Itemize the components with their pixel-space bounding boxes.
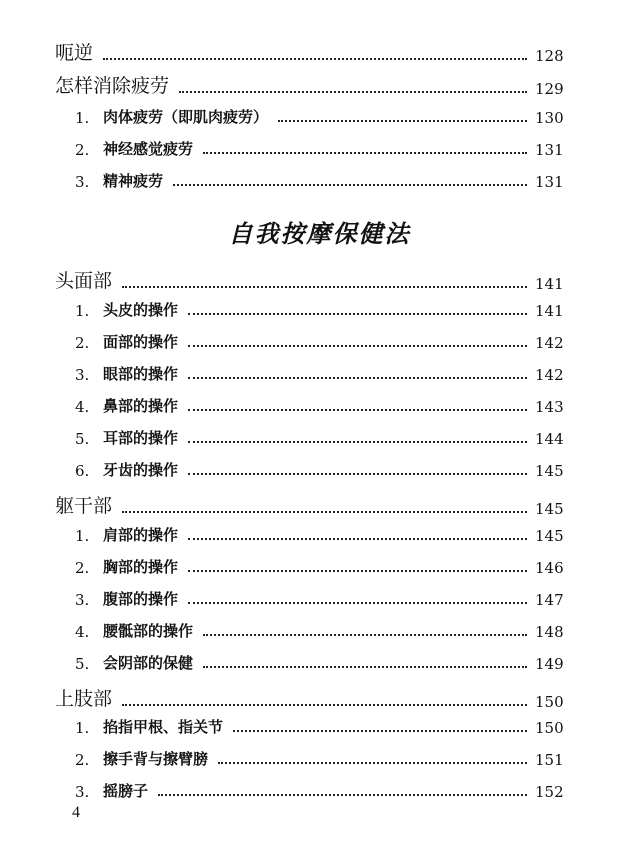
- toc-entry-label: 呃逆: [55, 42, 94, 64]
- toc-subentry-label: 擦手背与擦臂膀: [103, 750, 209, 768]
- dot-leader: [203, 666, 527, 668]
- toc-subentry-label: 精神疲劳: [103, 172, 164, 190]
- toc-subentry-number: 2.: [75, 559, 90, 577]
- toc-subentry-page: 130: [535, 109, 564, 127]
- toc-subentry-page: 152: [535, 783, 564, 801]
- toc-subentry-page: 151: [535, 751, 564, 769]
- toc-subentry-number: 2.: [75, 751, 90, 769]
- toc-subentry-page: 141: [535, 302, 564, 320]
- toc-subentry-page: 131: [535, 173, 564, 191]
- toc-subentry-number: 1.: [75, 719, 90, 737]
- toc-subentry-page: 149: [535, 655, 564, 673]
- page-number: 4: [72, 804, 80, 821]
- toc-subentry: [75, 331, 563, 352]
- toc-subentry-page: 144: [535, 430, 564, 448]
- toc-subentry-number: 4.: [75, 623, 90, 641]
- toc-subentry: [75, 556, 563, 577]
- dot-leader: [203, 152, 527, 154]
- toc-subentry-label: 神经感觉疲劳: [103, 140, 194, 158]
- toc-subentry-label: 鼻部的操作: [103, 397, 179, 415]
- toc-entry: [55, 491, 563, 518]
- toc-subentry-number: 1.: [75, 109, 90, 127]
- toc-subentry-page: 131: [535, 141, 564, 159]
- toc-subentry-number: 2.: [75, 334, 90, 352]
- toc-subentry-label: 头皮的操作: [103, 301, 179, 319]
- dot-leader: [203, 634, 527, 636]
- toc-entry-page: 128: [535, 47, 564, 65]
- toc-entry: [55, 266, 563, 293]
- toc-subentry-label: 牙齿的操作: [103, 461, 179, 479]
- section-title: 自我按摩保健法: [228, 219, 411, 248]
- dot-leader: [278, 120, 527, 122]
- toc-subentry-page: 146: [535, 559, 564, 577]
- toc-entry-label: 头面部: [55, 270, 113, 292]
- toc-subentry: [75, 620, 563, 641]
- toc-subentry-number: 2.: [75, 141, 90, 159]
- toc-subentry: [75, 170, 563, 191]
- toc-subentry: [75, 652, 563, 673]
- dot-leader: [218, 762, 527, 764]
- toc-subentry-page: 148: [535, 623, 564, 641]
- toc-entry: [55, 38, 563, 65]
- toc-subentry: [75, 716, 563, 737]
- toc-subentry: [75, 395, 563, 416]
- toc-subentry: [75, 524, 563, 545]
- dot-leader: [188, 441, 527, 443]
- toc-subentry: [75, 780, 563, 801]
- toc-subentry-page: 147: [535, 591, 564, 609]
- toc-subentry-label: 会阴部的保健: [103, 654, 194, 672]
- toc-subentry-number: 3.: [75, 783, 90, 801]
- toc-subentry-number: 3.: [75, 366, 90, 384]
- toc-entry: [55, 684, 563, 711]
- toc-subentry-label: 肩部的操作: [103, 526, 179, 544]
- dot-leader: [122, 704, 527, 706]
- toc-entry-page: 141: [535, 275, 564, 293]
- toc-subentry-label: 耳部的操作: [103, 429, 179, 447]
- toc-subentry: [75, 459, 563, 480]
- toc-entry-label: 上肢部: [55, 688, 113, 710]
- toc-subentry-number: 5.: [75, 430, 90, 448]
- toc-subentry-page: 142: [535, 334, 564, 352]
- dot-leader: [188, 377, 527, 379]
- toc-subentry-label: 眼部的操作: [103, 365, 179, 383]
- toc-subentry-label: 腹部的操作: [103, 590, 179, 608]
- dot-leader: [188, 313, 527, 315]
- toc-subentry: [75, 106, 563, 127]
- dot-leader: [122, 511, 527, 513]
- toc-subentry: [75, 138, 563, 159]
- toc-subentry-number: 4.: [75, 398, 90, 416]
- toc-entry-page: 150: [535, 693, 564, 711]
- dot-leader: [188, 602, 527, 604]
- dot-leader: [188, 409, 527, 411]
- toc-entry-label: 怎样消除疲劳: [55, 75, 170, 97]
- toc-subentry: [75, 299, 563, 320]
- toc-subentry-number: 6.: [75, 462, 90, 480]
- toc-entry-page: 129: [535, 80, 564, 98]
- toc-subentry-number: 1.: [75, 302, 90, 320]
- toc-subentry-number: 3.: [75, 173, 90, 191]
- toc-subentry-number: 5.: [75, 655, 90, 673]
- toc-subentry: [75, 427, 563, 448]
- toc-subentry-label: 胸部的操作: [103, 558, 179, 576]
- toc-subentry-label: 面部的操作: [103, 333, 179, 351]
- dot-leader: [103, 58, 527, 60]
- dot-leader: [188, 570, 527, 572]
- dot-leader: [158, 794, 527, 796]
- toc-subentry-page: 150: [535, 719, 564, 737]
- dot-leader: [233, 730, 527, 732]
- toc-subentry-label: 摇膀子: [103, 782, 149, 800]
- dot-leader: [122, 286, 527, 288]
- toc-subentry-label: 腰骶部的操作: [103, 622, 194, 640]
- dot-leader: [179, 91, 527, 93]
- toc-subentry-number: 1.: [75, 527, 90, 545]
- dot-leader: [188, 473, 527, 475]
- dot-leader: [173, 184, 527, 186]
- toc-subentry-label: 掐指甲根、指关节: [103, 718, 224, 736]
- toc-entry-label: 躯干部: [55, 495, 113, 517]
- toc-subentry: [75, 363, 563, 384]
- toc-entry: [55, 71, 563, 98]
- toc-subentry: [75, 588, 563, 609]
- dot-leader: [188, 538, 527, 540]
- toc-entry-page: 145: [535, 500, 564, 518]
- toc-subentry: [75, 748, 563, 769]
- toc-subentry-page: 142: [535, 366, 564, 384]
- dot-leader: [188, 345, 527, 347]
- toc-subentry-number: 3.: [75, 591, 90, 609]
- toc-subentry-page: 145: [535, 462, 564, 480]
- toc-subentry-page: 145: [535, 527, 564, 545]
- toc-subentry-page: 143: [535, 398, 564, 416]
- toc-subentry-label: 肉体疲劳（即肌肉疲劳）: [103, 108, 269, 126]
